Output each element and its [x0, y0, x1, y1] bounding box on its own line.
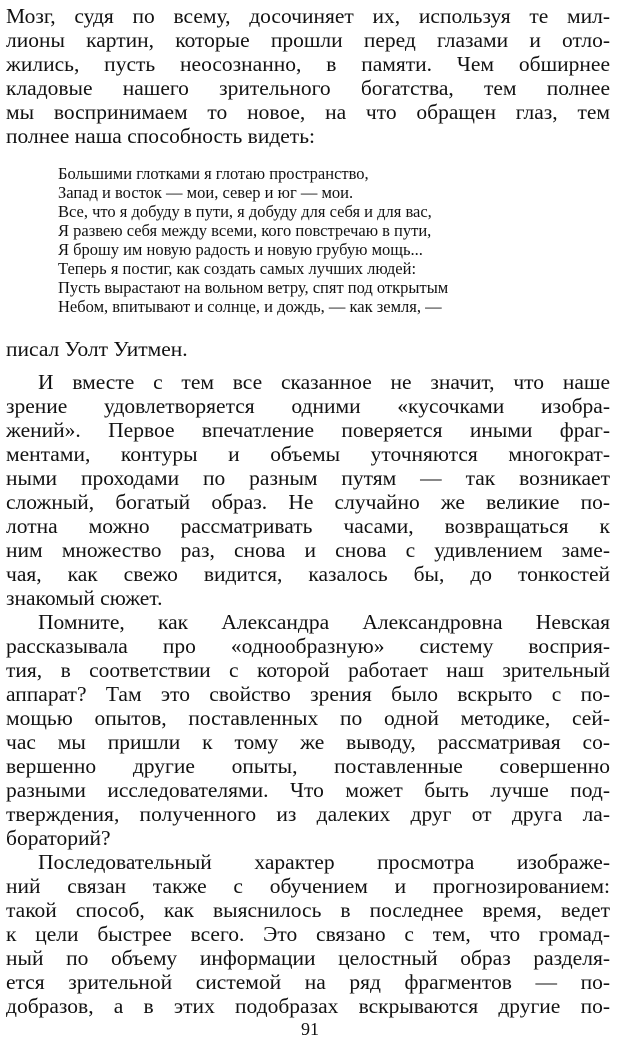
text-line: тверждения, полученного из далеких друг от друга ла-	[6, 802, 610, 826]
text-line: мы воспринимаем то новое, на что обращен глаз, тем	[6, 100, 610, 124]
text-line: ными проходами по разным путям — так возникает	[6, 466, 610, 490]
text-line: ный по объему информации целостный образ разделя-	[6, 946, 610, 970]
text-line: час мы пришли к тому же выводу, рассматривая со-	[6, 730, 610, 754]
poem-line: Небом, впитывают и солнце, и дождь, — как земля, —	[58, 297, 442, 316]
text-line: Последовательный характер просмотра изображе-	[38, 850, 610, 874]
text-line: бораторий?	[6, 826, 111, 850]
text-line: вершенно другие опыты, поставленные совершенно	[6, 754, 610, 778]
poem-line: Пусть вырастают на вольном ветру, спят под открытым	[58, 278, 449, 297]
text-line: разными исследователями. Что может быть лучше под-	[6, 778, 610, 802]
poem-line: Я развею себя между всеми, кого повстречаю в пути,	[58, 221, 432, 240]
text-line: ним множество раз, снова и снова с удивлением заме-	[6, 538, 610, 562]
text-line: Помните, как Александра Александровна Невская	[38, 610, 610, 634]
poem-line: Запад и восток — мои, север и юг — мои.	[58, 183, 354, 202]
text-line: жений». Первое впечатление поверяется иными фраг-	[6, 418, 610, 442]
text-line: тия, в соответствии с которой работает наш зрительный	[6, 658, 610, 682]
text-line: полнее наша способность видеть:	[6, 124, 315, 148]
poem-line: Теперь я постиг, как создать самых лучших людей:	[58, 259, 417, 278]
poem-line: Большими глотками я глотаю пространство,	[58, 164, 369, 183]
text-line: знакомый сюжет.	[6, 586, 163, 610]
poem-attribution: писал Уолт Уитмен.	[6, 337, 188, 361]
text-line: И вместе с тем все сказанное не значит, что наше	[38, 370, 610, 394]
text-line: лотна можно рассматривать часами, возвращаться к	[6, 514, 610, 538]
text-line: жились, пусть неосознанно, в памяти. Чем обширнее	[6, 52, 610, 76]
text-line: Мозг, судя по всему, досочиняет их, используя те мил-	[6, 4, 610, 28]
text-line: мощью опытов, поставленных по одной методике, сей-	[6, 706, 610, 730]
text-line: чая, как свежо видится, казалось бы, до тонкостей	[6, 562, 610, 586]
text-line: зрение удовлетворяется одними «кусочками изобра-	[6, 394, 610, 418]
poem-line: Я брошу им новую радость и новую грубую мощь...	[58, 240, 423, 259]
text-line: к цели быстрее всего. Это связано с тем, что громад-	[6, 922, 610, 946]
page-number: 91	[301, 1019, 319, 1039]
text-line: такой способ, как выяснилось в последнее время, ведет	[6, 898, 610, 922]
text-line: лионы картин, которые прошли перед глазами и отло-	[6, 28, 610, 52]
text-line: сложный, богатый образ. Не случайно же великие по-	[6, 490, 610, 514]
text-line: кладовые нашего зрительного богатства, тем полнее	[6, 76, 610, 100]
text-line: ется зрительной системой на ряд фрагментов — по-	[6, 970, 610, 994]
text-line: аппарат? Там это свойство зрения было вскрыто с по-	[6, 682, 610, 706]
text-line: добразов, а в этих подобразах вскрываются другие по-	[6, 994, 610, 1018]
text-line: рассказывала про «однообразную» систему восприя-	[6, 634, 610, 658]
poem-line: Все, что я добуду в пути, я добуду для себя и для вас,	[58, 202, 432, 221]
text-line: ментами, контуры и объемы уточняются многократ-	[6, 442, 610, 466]
text-line: ний связан также с обучением и прогнозированием:	[6, 874, 610, 898]
